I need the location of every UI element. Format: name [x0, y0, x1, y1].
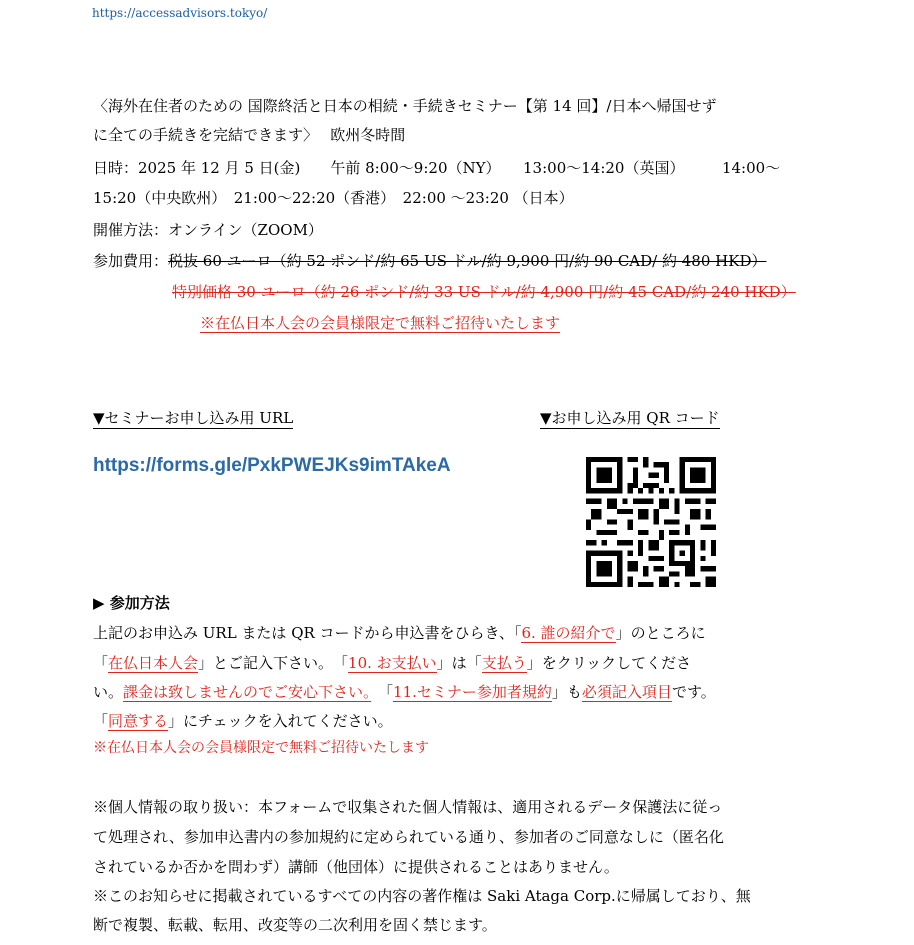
how-to-text: 「 — [93, 654, 109, 672]
how-to-heading: ▶ 参加方法 — [93, 594, 170, 612]
field-referral: 6. 誰の紹介で — [521, 624, 616, 642]
payment-value: 支払う — [481, 654, 527, 672]
fee-regular: 税抜 60 ユーロ（約 52 ポンド/約 65 US ドル/約 9,900 円/約 90 CAD/ 約 480 HKD） — [168, 252, 767, 270]
copyright-line-1: ※このお知らせに掲載されているすべての内容の著作権は Saki Ataga Corp.に帰属しており、無 — [93, 887, 751, 905]
fee-label: 参加費用： — [93, 252, 169, 270]
field-payment: 10. お支払い — [348, 654, 437, 672]
copyright-line-2: 断で複製、転載、転用、改変等の二次利用を固く禁じます。 — [93, 916, 497, 934]
top-link[interactable]: https://accessadvisors.tokyo/ — [92, 6, 268, 20]
form-url-link[interactable]: https://forms.gle/PxkPWEJKs9imTAkeA — [93, 455, 451, 476]
how-to-text: 「 — [370, 683, 394, 701]
qr-heading — [540, 407, 720, 428]
how-to-text: い。 — [93, 683, 124, 701]
url-heading — [93, 407, 293, 428]
fee-line — [93, 250, 766, 271]
qr-code-icon[interactable] — [586, 457, 716, 587]
how-to-text: 」は「 — [436, 654, 482, 672]
title-line-1: 〈海外在住者のための 国際終活と日本の相続・手続きセミナー【第 14 回】/日本へ帰国せず — [93, 97, 717, 115]
how-to-text: 」のところに — [615, 624, 706, 642]
fee-free-note — [200, 312, 560, 333]
how-to-text: 」をクリックしてくださ — [526, 654, 692, 672]
qr-heading-text: ▼お申し込み用 QR コード — [540, 409, 720, 427]
privacy-line-1: ※個人情報の取り扱い：本フォームで収集された個人情報は、適用されるデータ保護法に従っ — [93, 798, 723, 816]
referral-value: 在仏日本人会 — [108, 654, 199, 672]
how-to-line-2 — [93, 652, 691, 673]
url-heading-text: ▼セミナーお申し込み用 URL — [93, 409, 294, 427]
how-to-text: 」も — [551, 683, 582, 701]
fee-special: 特別価格 30 ユーロ（約 26 ポンド/約 33 US ドル/約 4,900 円/約 45 CAD/約 240 HKD） — [172, 283, 796, 301]
how-to-line-3 — [93, 681, 716, 702]
datetime-line-1: 日時：2025 年 12 月 5 日(金) 午前 8:00〜9:20（NY） 13:00〜14:20（英国） 14:00〜 — [93, 159, 781, 177]
how-to-line-1 — [93, 622, 706, 643]
fee-free-note-text: ※在仏日本人会の会員様限定で無料ご招待いたします — [200, 314, 561, 332]
how-to-text: です。 — [671, 683, 716, 701]
required-note: 必須記入項目 — [581, 683, 672, 701]
no-charge-note: 課金は致しませんのでご安心下さい。 — [123, 683, 371, 701]
how-to-text: 」にチェックを入れてください。 — [168, 712, 393, 730]
datetime-line-2: 15:20（中央欧州） 21:00〜22:20（香港） 22:00 〜23:20 （日本） — [93, 189, 574, 207]
agree-value: 同意する — [108, 712, 169, 730]
field-terms: 11.セミナー参加者規約 — [393, 683, 552, 701]
how-to-line-4 — [93, 710, 393, 731]
how-to-text: 上記のお申込み URL または QR コードから申込書をひらき、「 — [93, 624, 522, 642]
privacy-line-2: て処理され、参加申込書内の参加規約に定められている通り、参加者のご同意なしに（匿名化 — [93, 828, 724, 846]
privacy-line-3: されているか否かを問わず）講師（他団体）に提供されることはありません。 — [93, 858, 619, 876]
method-text: 開催方法：オンライン（ZOOM） — [93, 221, 323, 239]
how-to-free-note: ※在仏日本人会の会員様限定で無料ご招待いたします — [93, 740, 429, 756]
how-to-text: 「 — [93, 712, 109, 730]
title-line-2: に全ての手続きを完結できます〉 欧州冬時間 — [93, 126, 406, 144]
how-to-text: 」とご記入下さい。 「 — [198, 654, 349, 672]
